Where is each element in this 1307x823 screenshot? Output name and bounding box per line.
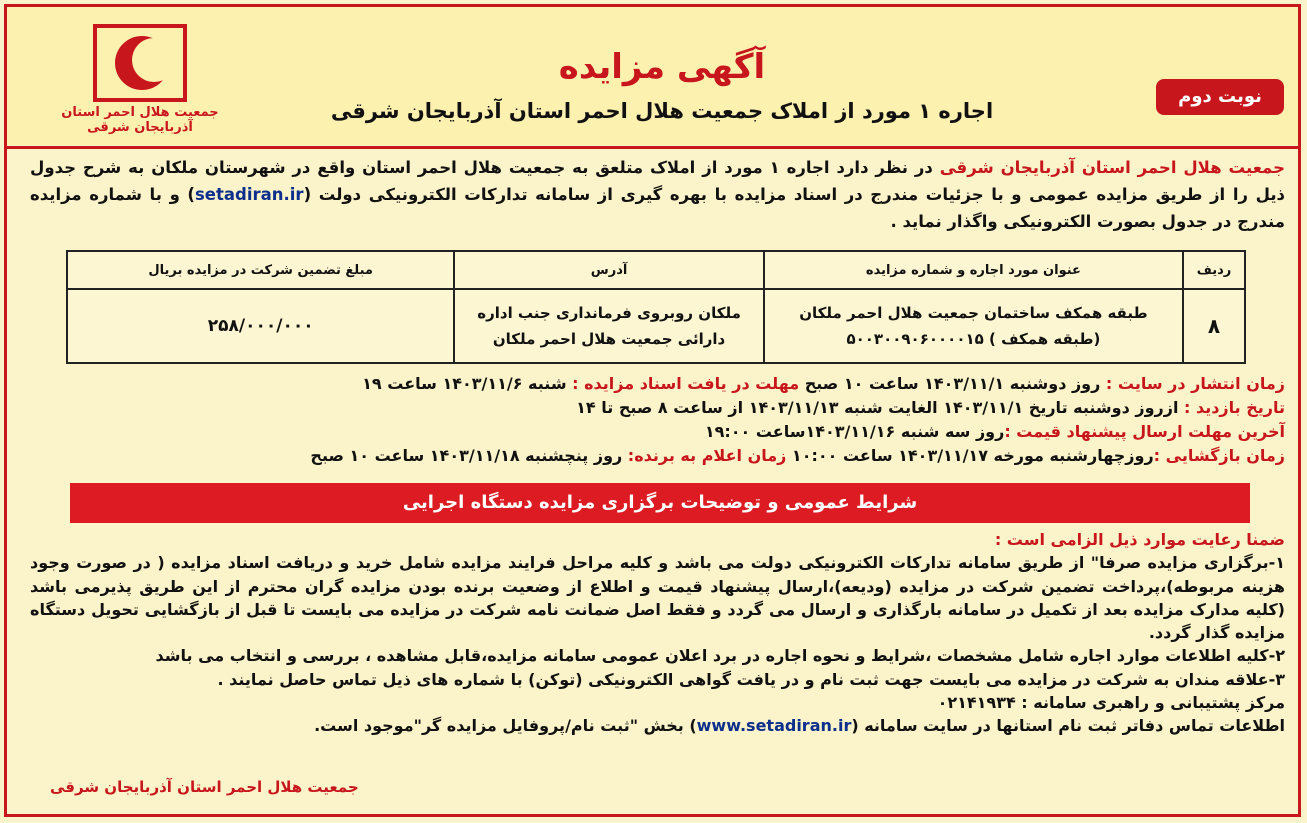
col-header-row-no: ردیف (1183, 251, 1245, 289)
footer-signature: جمعیت هلال احمر استان آذربایجان شرقی (50, 778, 359, 796)
contact-info (30, 714, 1285, 737)
table-row (67, 289, 1245, 363)
price-label: آخرین مهلت ارسال پیشنهاد قیمت : (1004, 422, 1285, 441)
schedule-price-deadline (30, 420, 1285, 444)
cell-address-line1: ملکان روبروی فرمانداری جنب اداره (477, 304, 741, 322)
cell-title-line1: طبقه همکف ساختمان جمعیت هلال احمر ملکان (799, 304, 1148, 322)
cell-address-line2: دارائی جمعیت هلال احمر ملکان (492, 330, 726, 348)
opening-label: زمان بازگشایی : (1153, 446, 1285, 465)
intro-text-1: در نظر دارد اجاره ۱ مورد از املاک متلعق به جمعیت هلال احمر استان واقع در شهرستان ملکان به شرح جدول ذیل را از طریق مزایده عمومی و با جزئیات مندرج در اسناد مزایده با بهره گیری از سامانه تدارکات الکترونیکی دولت ( (30, 158, 1285, 204)
winner-value: روز پنچشنبه ۱۴۰۳/۱۱/۱۸ ساعت ۱۰ صبح (310, 446, 628, 465)
page-subtitle: اجاره ۱ مورد از املاک جمعیت هلال احمر استان آذربایجان شرقی (330, 99, 994, 123)
col-header-title: عنوان مورد اجاره و شماره مزایده (764, 251, 1183, 289)
visit-value: ازروز دوشنبه تاریخ ۱۴۰۳/۱۱/۱ الغایت شنبه ۱۴۰۳/۱۱/۱۳ از ساعت ۸ صبح تا ۱۴ (576, 398, 1184, 417)
logo-caption-line2: آذربایجان شرقی (87, 120, 193, 135)
intro-site-link[interactable]: setadiran.ir (194, 185, 304, 204)
intro-org: جمعیت هلال احمر استان آذربایجان شرقی (939, 158, 1285, 177)
red-crescent-icon (92, 23, 188, 103)
header-divider (7, 146, 1298, 149)
deadline-value: شنبه ۱۴۰۳/۱۱/۶ ساعت ۱۹ (362, 374, 573, 393)
price-value: روز سه شنبه ۱۴۰۳/۱۱/۱۶ساعت ۱۹:۰۰ (704, 422, 1005, 441)
deadline-label: مهلت در یافت اسناد مزایده : (572, 374, 800, 393)
logo-caption (45, 105, 235, 135)
winner-label: زمان اعلام به برنده: (627, 446, 787, 465)
opening-value: روزچهارشنبه مورخه ۱۴۰۳/۱۱/۱۷ ساعت ۱۰:۰۰ (786, 446, 1154, 465)
conditions-block (30, 528, 1285, 738)
schedule-publish (30, 372, 1285, 396)
cell-title (764, 289, 1183, 363)
cell-deposit: ۲۵۸/۰۰۰/۰۰۰ (67, 289, 454, 363)
publish-value: روز دوشنبه ۱۴۰۳/۱۱/۱ ساعت ۱۰ صبح (799, 374, 1106, 393)
table-header-row (67, 251, 1245, 289)
col-header-address: آدرس (454, 251, 763, 289)
condition-item-1: ۱-برگزاری مزایده صرفا" از طریق سامانه تدارکات الکترونیکی دولت می باشد و کلیه مراحل فرایند مزایده شامل خرید و دریافت اسناد مزایده ( در صورت وجود هزینه مربوطه)،پرداخت تضمین شرکت در مزایده (ودیعه)،ارسال پیشنهاد قیمت و اطلاع از وضعیت برنده بودن مزایده گران محترم از این طریق پذیرمی باشد (کلیه مدارک مزایده بعد از تکمیل در سامانه بارگذاری و ارسال می گردد و فقط اصل ضمانت نامه شرکت در مزایده می بایست تا قبل از بازگشایی تحویل دستگاه مزایده گذار گردد. (30, 553, 1285, 643)
col-header-deposit: مبلغ تضمین شرکت در مزایده بریال (67, 251, 454, 289)
schedule-block (30, 372, 1285, 468)
round-badge: نوبت دوم (1156, 79, 1284, 115)
cell-address (454, 289, 763, 363)
publish-label: زمان انتشار در سایت : (1105, 374, 1285, 393)
conditions-title-bar: شرایط عمومی و توضیحات برگزاری مزایده دستگاه اجرایی (70, 483, 1250, 523)
logo-caption-line1: جمعیت هلال احمر استان (61, 105, 219, 120)
intro-paragraph (30, 154, 1285, 235)
contact-text-pre: اطلاعات تماس دفاتر ثبت نام استانها در سایت سامانه ( (851, 716, 1285, 736)
visit-label: تاریخ بازدید : (1184, 398, 1285, 417)
cell-row-no: ۸ (1183, 289, 1245, 363)
intro-text-2: ) و با شماره مزایده مندرج در جدول بصورت الکترونیکی واگذار نماید . (30, 185, 1285, 231)
schedule-opening (30, 444, 1285, 468)
contact-text-post: ) بخش "ثبت نام/پروفایل مزایده گر"موجود است. (314, 716, 697, 736)
cell-title-line2: (طبقه همکف ) ۵۰۰۳۰۰۹۰۶۰۰۰۰۱۵ (846, 330, 1101, 348)
auction-table (66, 250, 1246, 364)
condition-item-2: ۲-کلیه اطلاعات موارد اجاره شامل مشخصات ،شرایط و نحوه اجاره در برد اعلان عمومی سامانه مزایده،قابل مشاهده ، بررسی و انتخاب می باشد (155, 646, 1285, 666)
condition-item-3: ۳-علاقه مندان به شرکت در مزایده می بایست جهت ثبت نام و در یافت گواهی الکترونیکی (توکن) با شماره های ذیل تماس حاصل نمایند . (217, 669, 1285, 689)
schedule-visit (30, 396, 1285, 420)
conditions-heading: ضمنا رعایت موارد ذیل الزامی است : (994, 530, 1285, 549)
page-title: آگهی مزایده (558, 47, 766, 87)
header (7, 7, 1298, 145)
contact-site-link[interactable]: www.setadiran.ir (696, 716, 852, 736)
red-crescent-logo (45, 17, 235, 147)
support-center: مرکز پشتیبانی و راهبری سامانه : ۰۲۱۴۱۹۳۴ (937, 693, 1285, 713)
